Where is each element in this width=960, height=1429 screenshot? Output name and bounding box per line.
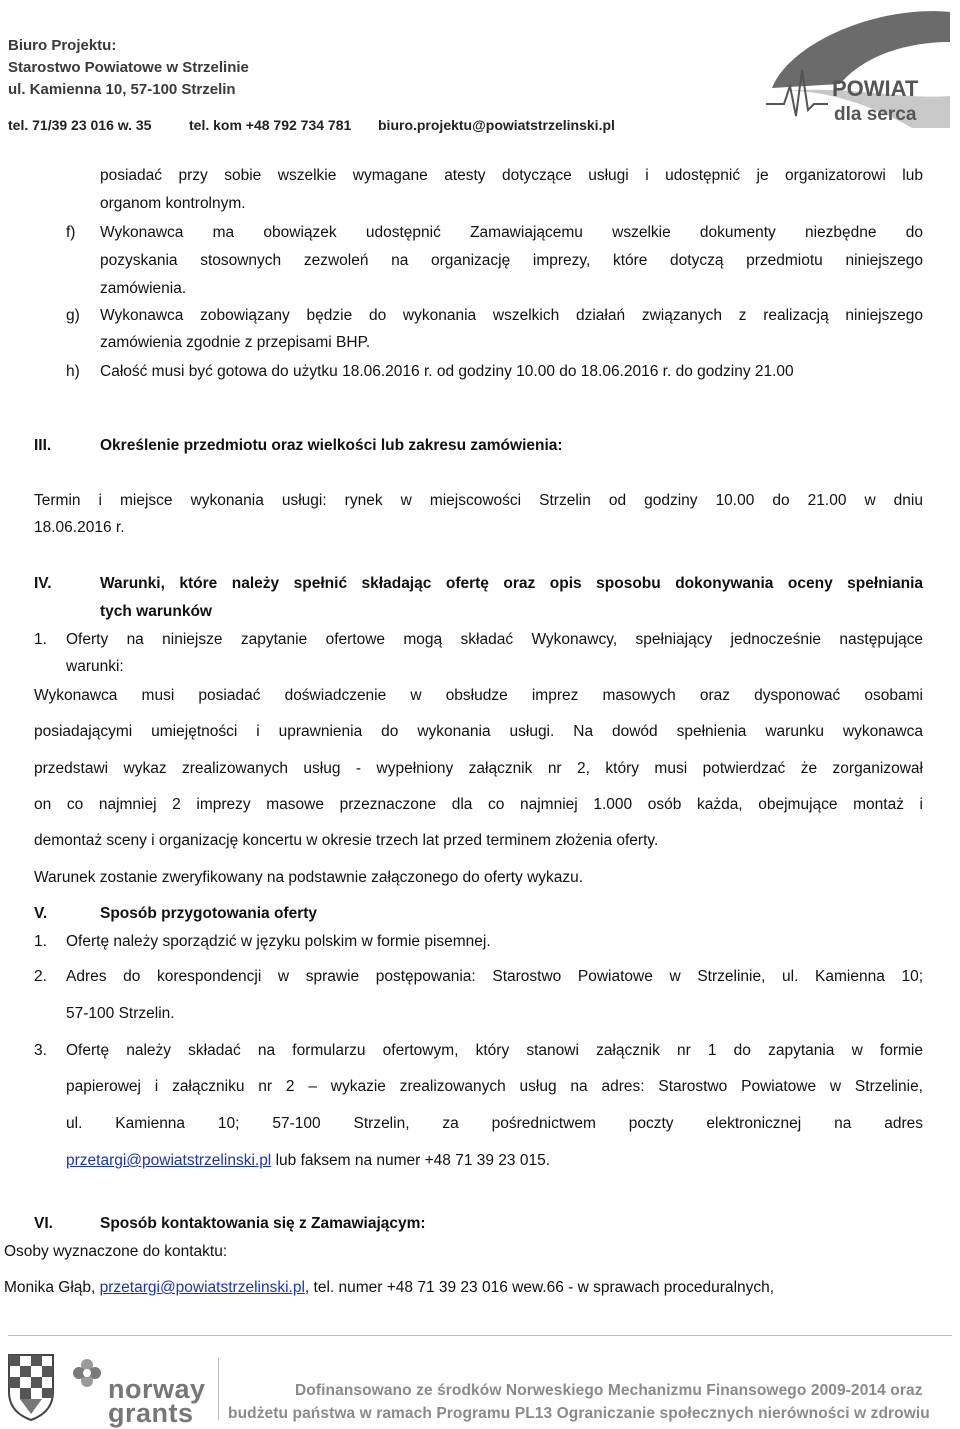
section-6-title: Sposób kontaktowania się z Zamawiającym: bbox=[100, 1215, 426, 1232]
paragraph-h-line1: Całość musi być gotowa do użytku 18.06.2016 r. od godziny 10.00 do 18.06.2016 r. do godziny 21.00 bbox=[100, 363, 794, 380]
header-office-name: Starostwo Powiatowe w Strzelinie bbox=[8, 59, 249, 76]
section-4-title-line1: Warunki, które należy spełnić składając ofertę oraz opis sposobu dokonywania oceny spełniania bbox=[100, 575, 923, 592]
paragraph-f-line2: pozyskania stosownych zezwoleń na organizację imprezy, które dotyczą przedmiotu niniejszego bbox=[100, 252, 923, 269]
paragraph-f-line3: zamówienia. bbox=[100, 280, 187, 297]
contact-name: Monika Głąb, bbox=[4, 1279, 100, 1296]
fax-text: lub faksem na numer +48 71 39 23 015. bbox=[271, 1152, 551, 1169]
footer-funding-line2: budżetu państwa w ramach Programu PL13 Ograniczanie społecznych nierówności w zdrowiu bbox=[228, 1405, 930, 1422]
contact-email-link[interactable]: przetargi@powiatstrzelinski.pl bbox=[99, 1279, 305, 1296]
email-link[interactable]: przetargi@powiatstrzelinski.pl bbox=[66, 1152, 272, 1169]
contact-phone: , tel. numer +48 71 39 23 016 wew.66 - w sprawach proceduralnych, bbox=[304, 1279, 775, 1296]
section-4-para-line5: demontaż sceny i organizację koncertu w okresie trzech lat przed terminem złożenia oferty. bbox=[34, 832, 659, 849]
section-4-item1-line2: warunki: bbox=[66, 658, 124, 675]
section-5-item2-line1: Adres do korespondencji w sprawie postępowania: Starostwo Powiatowe w Strzelinie, ul. Kamienna 10; bbox=[66, 968, 923, 985]
header-phone: tel. 71/39 23 016 w. 35 bbox=[8, 117, 152, 133]
footer-funding-line1: Dofinansowano ze środków Norweskiego Mechanizmu Finansowego 2009-2014 oraz bbox=[295, 1382, 923, 1399]
section-4-para-line1: Wykonawca musi posiadać doświadczenie w obsłudze imprez masowych oraz dysponować osobami bbox=[34, 687, 923, 704]
section-5-marker-1: 1. bbox=[34, 933, 47, 950]
section-4-para-line6: Warunek zostanie zweryfikowany na podstawnie załączonego do oferty wykazu. bbox=[34, 869, 584, 886]
paragraph-g-line1: Wykonawca zobowiązany będzie do wykonania wszelkich działań związanych z realizacją niniejszego bbox=[100, 307, 923, 324]
paragraph-g-line2: zamówienia zgodnie z przepisami BHP. bbox=[100, 334, 371, 351]
section-3-title: Określenie przedmiotu oraz wielkości lub zakresu zamówienia: bbox=[100, 437, 563, 454]
paragraph-e-line1: posiadać przy sobie wszelkie wymagane atesty dotyczące usługi i udostępnić je organizatorowi lub bbox=[100, 167, 923, 184]
section-4-para-line4: on co najmniej 2 imprezy masowe przeznaczone dla co najmniej 1.000 osób każda, obejmujące montaż i bbox=[34, 796, 923, 813]
section-4-para-line3: przedstawi wykaz zrealizowanych usług - wypełniony załącznik nr 2, który musi potwierdzać że zorganizował bbox=[34, 760, 923, 777]
section-4-para-line2: posiadającymi umiejętności i uprawnienia do wykonania usługi. Na dowód spełnienia warunku wykonawca bbox=[34, 723, 923, 740]
section-6-contact-label: Osoby wyznaczone do kontaktu: bbox=[4, 1243, 228, 1260]
footer-divider bbox=[8, 1335, 952, 1336]
section-3-number: III. bbox=[34, 437, 52, 454]
paragraph-e-line2: organom kontrolnym. bbox=[100, 195, 246, 212]
norway-grants-logo-line1: norway bbox=[108, 1374, 206, 1404]
section-5-marker-2: 2. bbox=[34, 968, 47, 985]
norway-grants-logo-line2: grants bbox=[108, 1398, 194, 1428]
section-5-item3-line3: ul. Kamienna 10; 57-100 Strzelin, za pośrednictwem poczty elektronicznej na adres bbox=[66, 1115, 923, 1132]
norway-grants-flower-icon bbox=[70, 1356, 104, 1390]
section-4-title-line2: tych warunków bbox=[100, 603, 212, 620]
section-5-item3-line2: papierowej i załączniku nr 2 – wykazie zrealizowanych usług na adres: Starostwo Powiatowe w Strzelinie, bbox=[66, 1078, 923, 1095]
section-5-marker-3: 3. bbox=[34, 1042, 47, 1059]
section-4-marker-1: 1. bbox=[34, 631, 47, 648]
powiat-logo-title: POWIAT bbox=[832, 76, 919, 101]
section-6-number: VI. bbox=[34, 1215, 53, 1232]
section-6-contact-line bbox=[4, 1278, 774, 1298]
section-5-item3-line1: Ofertę należy składać na formularzu ofertowym, który stanowi załącznik nr 1 do zapytania w formie bbox=[66, 1042, 923, 1059]
section-4-item1-line1: Oferty na niniejsze zapytanie ofertowe mogą składać Wykonawcy, spełniający jednocześnie następujące bbox=[66, 631, 923, 648]
list-marker-h: h) bbox=[66, 363, 80, 380]
county-coat-of-arms-icon bbox=[6, 1352, 56, 1422]
section-3-line1: Termin i miejsce wykonania usługi: rynek w miejscowości Strzelin od godziny 10.00 do 21.00 w dniu bbox=[34, 492, 923, 509]
section-5-item2-line2: 57-100 Strzelin. bbox=[66, 1005, 175, 1022]
list-marker-f: f) bbox=[66, 224, 76, 241]
header-office-label: Biuro Projektu: bbox=[8, 37, 117, 54]
footer-vertical-divider bbox=[218, 1358, 219, 1420]
paragraph-f-line1: Wykonawca ma obowiązek udostępnić Zamawiającemu wszelkie dokumenty niezbędne do bbox=[100, 224, 923, 241]
header-email: biuro.projektu@powiatstrzelinski.pl bbox=[378, 117, 615, 133]
section-5-title: Sposób przygotowania oferty bbox=[100, 905, 318, 922]
header-office-address: ul. Kamienna 10, 57-100 Strzelin bbox=[8, 81, 236, 98]
header-mobile: tel. kom +48 792 734 781 bbox=[189, 117, 352, 133]
powiat-heart-logo bbox=[762, 0, 960, 130]
list-marker-g: g) bbox=[66, 307, 80, 324]
section-4-number: IV. bbox=[34, 575, 52, 592]
section-5-item3-line4 bbox=[66, 1151, 550, 1171]
section-3-line2: 18.06.2016 r. bbox=[34, 519, 125, 536]
powiat-logo-subtitle: dla serca bbox=[834, 104, 917, 125]
section-5-number: V. bbox=[34, 905, 48, 922]
section-5-item1: Ofertę należy sporządzić w języku polskim w formie pisemnej. bbox=[66, 933, 491, 950]
